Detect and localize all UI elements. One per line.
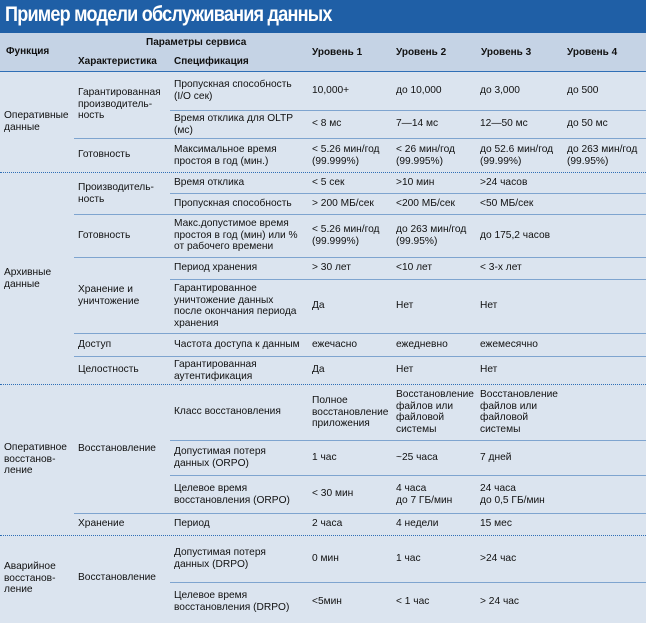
function-cell: Архивные данные	[4, 267, 52, 290]
level-1-value: > 200 МБ/сек	[312, 198, 374, 209]
header-level-1: Уровень 1	[312, 47, 363, 58]
level-3-value: Восстановление файлов или файловой системы	[480, 389, 558, 435]
level-2-value: < 1 час	[396, 596, 430, 607]
characteristic-cell: Готовность	[78, 149, 131, 160]
level-3-value: Нет	[480, 364, 498, 375]
level-2-value: до 10,000	[396, 85, 442, 96]
spec-cell: Допустимая потеря данных (ORPO)	[174, 446, 266, 469]
row-divider	[74, 257, 646, 258]
row-divider	[74, 138, 646, 139]
characteristic-cell: Хранение и уничтожение	[78, 284, 140, 307]
header-function: Функция	[6, 46, 50, 57]
level-2-value: <10 лет	[396, 262, 433, 273]
characteristic-cell: Производитель- ность	[78, 182, 154, 205]
spec-cell: Частота доступа к данным	[174, 339, 300, 350]
characteristic-cell: Восстановление	[78, 443, 156, 454]
spec-cell: Целевое время восстановления (ORPO)	[174, 483, 290, 506]
level-1-value: ежечасно	[312, 339, 358, 350]
row-divider	[74, 356, 646, 357]
level-3-value: до 52.6 мин/год (99.99%)	[480, 144, 554, 167]
header-service-params: Параметры сервиса	[146, 37, 247, 48]
spec-cell: Время отклика для OLTP (мс)	[174, 113, 294, 136]
spec-cell: Пропускная способность (I/O сек)	[174, 79, 292, 102]
characteristic-cell: Доступ	[78, 339, 112, 350]
level-1-value: < 5 сек	[312, 177, 345, 188]
row-divider	[170, 440, 646, 441]
spec-cell: Класс восстановления	[174, 406, 281, 417]
level-1-value: > 30 лет	[312, 262, 351, 273]
row-divider	[170, 582, 646, 583]
row-divider	[0, 384, 646, 385]
level-4-value: до 500	[567, 85, 599, 96]
row-divider	[170, 110, 646, 111]
level-2-value: ~25 часа	[396, 452, 438, 463]
level-1-value: < 5.26 мин/год (99.999%)	[312, 224, 380, 247]
level-1-value: 10,000+	[312, 85, 350, 96]
table-header	[0, 33, 646, 71]
spec-cell: Гарантированное уничтожение данных после окончания периода хранения	[174, 283, 297, 329]
spec-cell: Целевое время восстановления (DRPO)	[174, 590, 290, 613]
level-3-value: ежемесячно	[480, 339, 538, 350]
spec-cell: Период	[174, 518, 210, 529]
function-cell: Аварийное восстанов- ление	[4, 561, 56, 595]
level-2-value: >10 мин	[396, 177, 435, 188]
level-2-value: до 263 мин/год (99.95%)	[396, 224, 467, 247]
level-2-value: 4 недели	[396, 518, 439, 529]
characteristic-cell: Восстановление	[78, 572, 156, 583]
level-3-value: >24 час	[480, 553, 517, 564]
characteristic-cell: Хранение	[78, 518, 125, 529]
function-cell: Оперативные данные	[4, 110, 69, 133]
level-3-value: <50 МБ/сек	[480, 198, 534, 209]
level-3-value: < 3-х лет	[480, 262, 522, 273]
row-divider	[0, 535, 646, 536]
row-divider	[170, 193, 646, 194]
level-1-value: 2 часа	[312, 518, 343, 529]
characteristic-cell: Гарантированная производитель- ность	[78, 87, 161, 121]
level-1-value: 0 мин	[312, 553, 339, 564]
level-3-value: до 3,000	[480, 85, 520, 96]
header-characteristic: Характеристика	[78, 56, 157, 67]
row-divider	[74, 214, 646, 215]
level-3-value: > 24 час	[480, 596, 520, 607]
row-divider	[0, 71, 646, 72]
characteristic-cell: Целостность	[78, 364, 139, 375]
level-1-value: Да	[312, 364, 325, 375]
level-3-value: 12—50 мс	[480, 118, 528, 129]
level-1-value: < 8 мс	[312, 118, 342, 129]
level-3-value: 15 мес	[480, 518, 512, 529]
row-divider	[74, 513, 646, 514]
spec-cell: Пропускная способность	[174, 198, 292, 209]
level-1-value: Да	[312, 300, 325, 311]
row-divider	[0, 172, 646, 173]
spec-cell: Макс.допустимое время простоя в год (мин) или % от рабочего времени	[174, 218, 298, 252]
function-cell: Оперативное восстанов- ление	[4, 442, 67, 476]
level-1-value: Полное восстановление приложения	[312, 395, 389, 429]
level-2-value: 7—14 мс	[396, 118, 439, 129]
header-level-3: Уровень 3	[481, 47, 532, 58]
level-3-value: >24 часов	[480, 177, 528, 188]
level-1-value: 1 час	[312, 452, 337, 463]
level-2-value: 1 час	[396, 553, 421, 564]
level-3-value: 24 часа до 0,5 ГБ/мин	[480, 483, 545, 506]
level-4-value: до 50 мс	[567, 118, 608, 129]
spec-cell: Максимальное время простоя в год (мин.)	[174, 144, 277, 167]
spec-cell: Гарантированная аутентификация	[174, 359, 257, 382]
spec-cell: Допустимая потеря данных (DRPO)	[174, 547, 266, 570]
level-3-value: Нет	[480, 300, 498, 311]
characteristic-cell: Готовность	[78, 230, 131, 241]
level-2-value: Восстановление файлов или файловой системы	[396, 389, 474, 435]
header-specification: Спецификация	[174, 56, 249, 67]
page-title: Пример модели обслуживания данных	[5, 3, 332, 26]
level-1-value: < 5.26 мин/год (99.999%)	[312, 144, 380, 167]
level-3-value: 7 дней	[480, 452, 512, 463]
level-2-value: < 26 мин/год (99.995%)	[396, 144, 455, 167]
spec-cell: Период хранения	[174, 262, 258, 273]
level-3-value: до 175,2 часов	[480, 230, 551, 241]
header-level-2: Уровень 2	[396, 47, 447, 58]
spec-cell: Время отклика	[174, 177, 245, 188]
level-1-value: <5мин	[312, 596, 342, 607]
title-bar	[0, 0, 646, 33]
row-divider	[170, 279, 646, 280]
level-2-value: Нет	[396, 364, 414, 375]
level-1-value: < 30 мин	[312, 488, 354, 499]
level-2-value: 4 часа до 7 ГБ/мин	[396, 483, 453, 506]
row-divider	[74, 333, 646, 334]
level-4-value: до 263 мин/год (99.95%)	[567, 144, 638, 167]
level-2-value: <200 МБ/сек	[396, 198, 455, 209]
row-divider	[170, 475, 646, 476]
level-2-value: Нет	[396, 300, 414, 311]
level-2-value: ежедневно	[396, 339, 448, 350]
header-level-4: Уровень 4	[567, 47, 618, 58]
